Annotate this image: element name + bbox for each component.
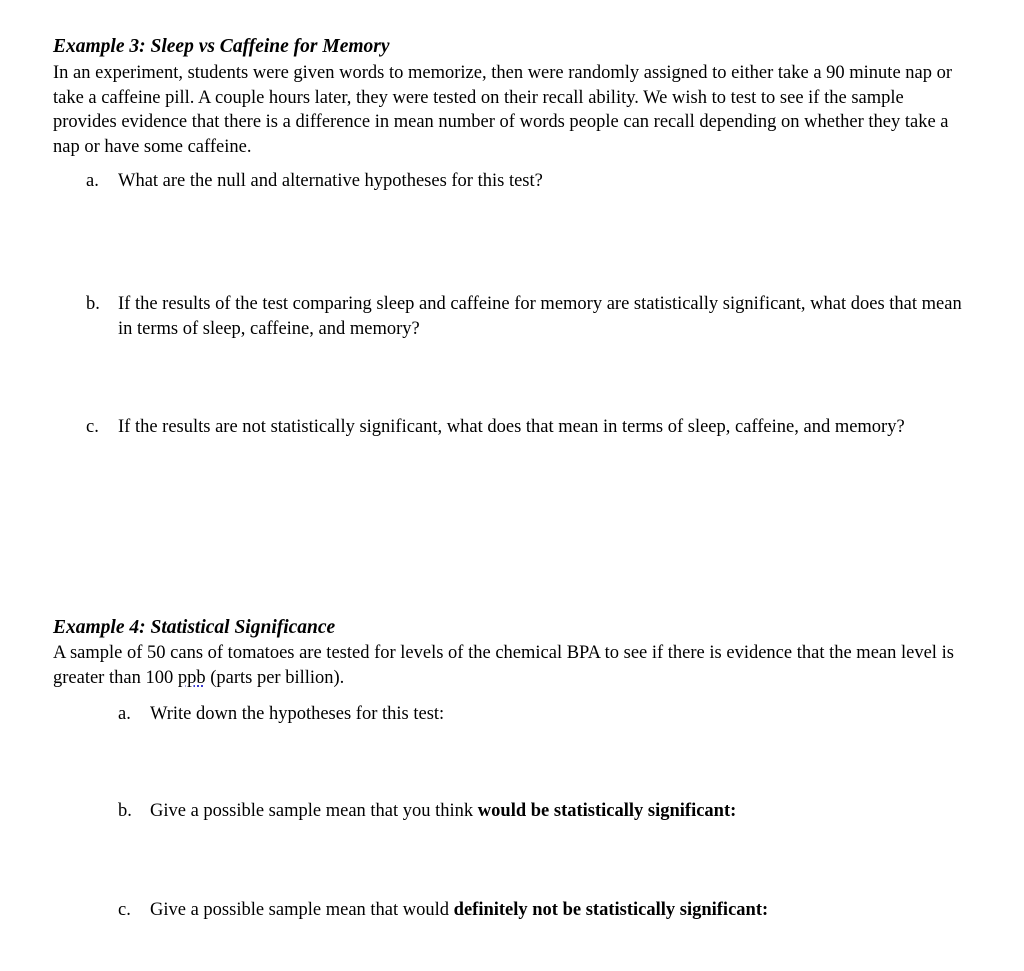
description-line: nap or have some caffeine. — [53, 136, 252, 157]
question-b-marker: b. — [86, 294, 100, 314]
question-a-marker: a. — [86, 171, 99, 191]
description-text: greater than 100 — [53, 667, 178, 688]
question-emphasis: definitely not be statistically significant: — [453, 900, 769, 920]
question-c-text: If the results are not statistically significant, what does that mean in terms of sleep, caffeine, and memory? — [118, 417, 905, 437]
question-b-text-line-2: in terms of sleep, caffeine, and memory? — [118, 319, 420, 339]
description-line: provides evidence that there is a difference in mean number of words people can recall depending on whether they take a — [53, 112, 949, 132]
description-text: (parts per billion). — [205, 667, 345, 688]
ex4-question-c-text — [150, 898, 768, 923]
example-4-title: Example 4: Statistical Significance — [53, 617, 336, 638]
description-line — [53, 666, 1015, 691]
ppb-abbreviation: ppb — [177, 667, 206, 688]
question-c-marker: c. — [86, 417, 99, 437]
ex4-question-c-marker: c. — [118, 900, 131, 920]
example-3-description — [53, 61, 1015, 159]
description-line: A sample of 50 cans of tomatoes are tested for levels of the chemical BPA to see if there is evidence that the mean level is — [53, 643, 954, 663]
example-4-description — [53, 641, 1015, 690]
question-a-text: What are the null and alternative hypotheses for this test? — [118, 171, 543, 191]
description-line: In an experiment, students were given words to memorize, then were randomly assigned to either take a 90 minute nap or — [53, 63, 953, 83]
question-emphasis: would be statistically significant: — [477, 801, 737, 821]
question-text: Give a possible sample mean that would — [150, 900, 454, 920]
question-text: Give a possible sample mean that you think — [150, 801, 478, 821]
ex4-question-a-text: Write down the hypotheses for this test: — [150, 704, 445, 724]
ex4-question-b-text — [150, 799, 736, 824]
ex4-question-b-marker: b. — [118, 801, 132, 821]
description-line: take a caffeine pill. A couple hours later, they were tested on their recall ability. We wish to test to see if the sample — [53, 87, 904, 108]
ex4-question-a-marker: a. — [118, 704, 131, 724]
example-3-title: Example 3: Sleep vs Caffeine for Memory — [53, 36, 390, 57]
question-b-text-line-1: If the results of the test comparing sleep and caffeine for memory are statistically significant, what does that mean — [118, 294, 962, 314]
